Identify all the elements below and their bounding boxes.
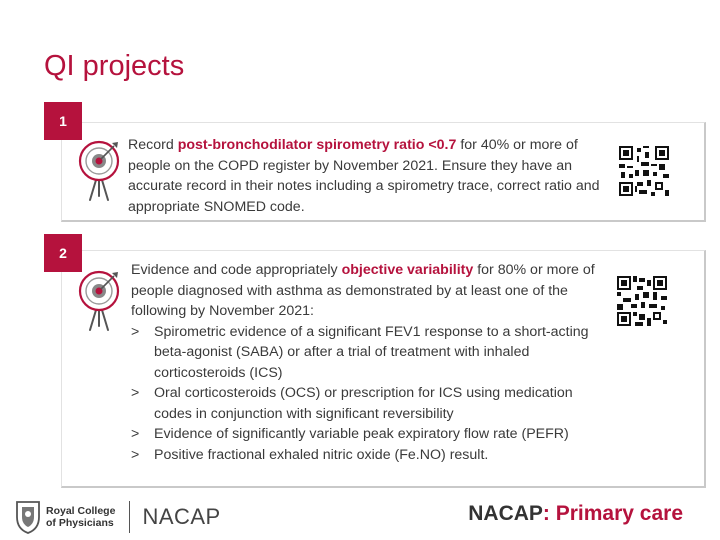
project-1-highlight: post-bronchodilator spirometry ratio <0.7 [177,137,457,153]
rcp-name [46,505,115,529]
project-2-number-badge: 2 [44,234,82,272]
bullet-marker: > [131,385,140,401]
nacap-logo: NACAP [142,504,221,529]
project-2-criteria-list [131,322,603,466]
list-item [131,424,603,445]
project-2-intro [131,260,603,322]
slide-title: QI projects [44,50,185,82]
rcp-name-line-2: of Physicians [46,517,114,529]
qr-code-icon[interactable] [619,146,669,196]
list-item [131,445,603,466]
target-icon [78,140,120,202]
rcp-logo [14,497,221,537]
project-1-description [128,135,600,217]
project-2-description [131,260,603,465]
project-2-highlight: objective variability [341,262,474,278]
bullet-marker: > [131,446,140,463]
target-icon [78,270,120,332]
logo-divider [129,501,130,533]
bullet-marker: > [131,426,140,442]
brand-primary-care: : Primary care [542,502,683,525]
list-item-text: Evidence of significantly variable peak expiratory flow rate (PEFR) [154,426,569,442]
qr-code-icon[interactable] [617,276,667,326]
list-item [131,322,603,384]
rcp-crest-icon [14,499,42,535]
list-item [131,383,603,424]
list-item-text: Positive fractional exhaled nitric oxide (Fe.NO) result. [154,446,489,463]
project-2-text-start: Evidence and code appropriately [131,262,342,278]
rcp-name-line-1: Royal College [46,505,116,517]
list-item-text: Spirometric evidence of a significant FEV1 response to a short-acting beta-agonist (SABA) or after a trial of treatment with inhaled corticosteroids (ICS) [154,323,589,381]
project-2-text-end: for 80% or more of people diagnosed with asthma as demonstrated by at least one of the following by November 2021: [131,262,595,319]
project-1-text-end: for 40% or more of people on the COPD register by November 2021. Ensure they have an accurate record in their notes including a spirometry trace, correct ratio and appropriate SNOMED code. [128,137,600,215]
project-1-number-badge: 1 [44,102,82,140]
brand-nacap: NACAP [468,502,543,525]
project-1-text-start: Record [128,137,178,153]
bullet-marker: > [131,323,140,340]
nacap-primary-care-brand [468,502,683,526]
list-item-text: Oral corticosteroids (OCS) or prescription for ICS using medication codes in conjunction with significant reversibility [154,385,573,422]
